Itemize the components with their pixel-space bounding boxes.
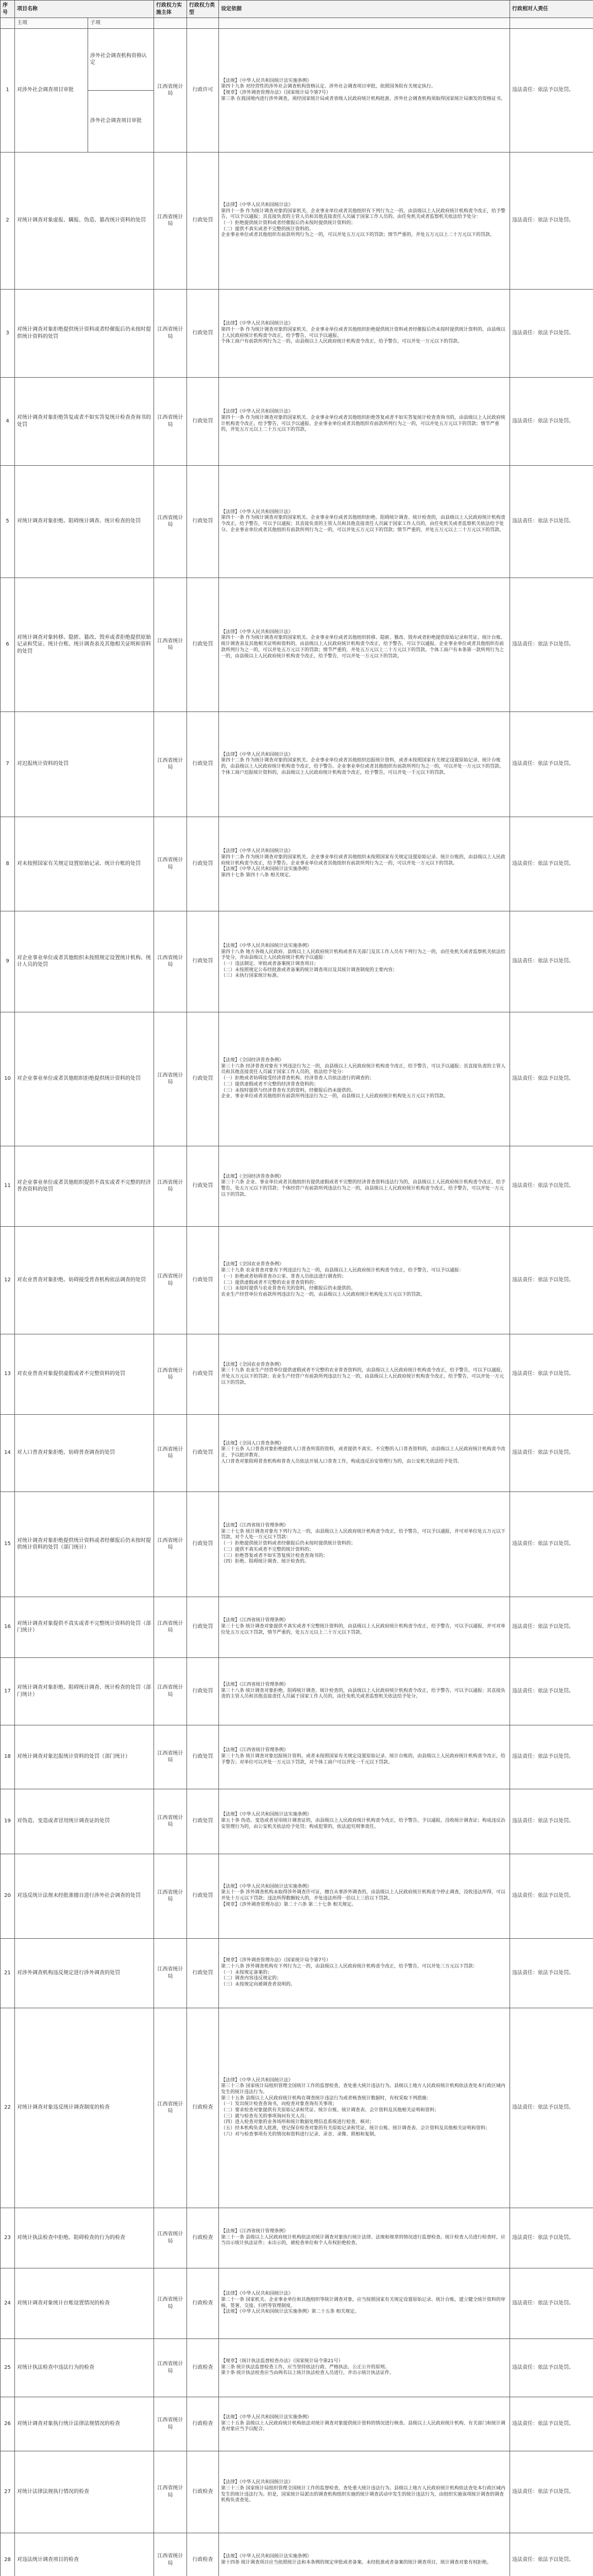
implementing-subject: 江西省统计局 <box>154 2533 187 2576</box>
table-row <box>1 152 593 289</box>
counterparty-responsibility: 违法责任：依法予以处罚。 <box>510 1012 593 1146</box>
table-row <box>1 1657 593 1725</box>
row-number: 9 <box>1 911 15 1012</box>
row-number: 6 <box>1 578 15 711</box>
power-category: 行政处罚 <box>187 465 219 578</box>
subheader-empty <box>219 18 510 29</box>
counterparty-responsibility: 违法责任：依法予以处罚。 <box>510 1938 593 2008</box>
item-name: 对未按照国家有关规定设置原始记录、统计台账的处罚 <box>15 817 154 911</box>
table-row <box>1 377 593 465</box>
item-name: 对统计执法检查中违法行为的检查 <box>15 2338 154 2397</box>
implementing-subject: 江西省统计局 <box>154 817 187 911</box>
implementing-subject: 江西省统计局 <box>154 1657 187 1725</box>
item-name: 对统计调查对象拒绝提供统计资料或者经催报后仍未按时提供统计资料的处罚 <box>15 289 154 377</box>
power-category: 行政处罚 <box>187 1725 219 1789</box>
legal-basis: 【法规】《中华人民共和国统计法实施条例》 第三十五条 县级以上人民政府统计机构依法对统计调查对象提供统计资料的情况进行核查。县级以上人民政府统计机构、有关部门和统计调查对象应当予以配合。 <box>219 2397 510 2451</box>
legal-basis: 【法规】《全国农业普查条例》 第三十九条 农业普查对象有下列违法行为之一的，由县级以上人民政府统计机构责令改正，给予警告，可以予以通报： （一）拒绝或者妨碍普查办公室、普查人员依法进行调查的； （二）提供虚假或者不完整的农业普查资料的； （三）未按时提供与农业普查有关的资料，经催报后仍未提供的。 农业生产经营单位有前款所列违法行为之一的，由县级以上人民政府统计机构处五万元以下的罚款。 <box>219 1226 510 1334</box>
implementing-subject: 江西省统计局 <box>154 2268 187 2338</box>
item-name: 对统计调查对象迟报统计资料的处罚（部门统计） <box>15 1725 154 1789</box>
counterparty-responsibility: 违法责任：依法予以处罚。 <box>510 28 593 152</box>
power-category: 行政处罚 <box>187 1789 219 1854</box>
power-category: 行政处罚 <box>187 1146 219 1226</box>
counterparty-responsibility: 违法责任：依法予以处罚。 <box>510 2208 593 2268</box>
table-row <box>1 289 593 377</box>
header-subject: 行政权力实施主体 <box>154 1 187 18</box>
table-row <box>1 2268 593 2338</box>
power-category: 行政处罚 <box>187 1226 219 1334</box>
implementing-subject: 江西省统计局 <box>154 578 187 711</box>
implementing-subject: 江西省统计局 <box>154 1146 187 1226</box>
legal-basis: 【法律】《中华人民共和国统计法》 第四十一条 作为统计调查对象的国家机关、企业事业单位或者其他组织转移、隐匿、篡改、毁弃或者拒绝提供原始记录和凭证、统计台账、统计调查表及其他相关证明和资料的，由县级以上人民政府统计机构责令改正，给予警告，可以予以通报。企业事业单位或者其他组织有前款所列行为之一的，可以并处五万元以下的罚款；情节严重的，并处五万元以上二十万元以下的罚款。个体工商户有本条第一款所列行为之一的，由县级以上人民政府统计机构责令改正，给予警告，可以并处一万元以下的罚款。 <box>219 578 510 711</box>
implementing-subject: 江西省统计局 <box>154 2008 187 2208</box>
row-number: 5 <box>1 465 15 578</box>
legal-basis: 【法规】《中华人民共和国统计法实施条例》 第五十条 伪造、变造或者冒用统计调查证的，由县级以上人民政府统计机构责令改正，给予警告，予以通报，没收统计调查证；构成违反治安管理行为的，由公安机关依法给予处罚；构成犯罪的，依法追究刑事责任。 <box>219 1789 510 1854</box>
counterparty-responsibility: 违法责任：依法予以处罚。 <box>510 465 593 578</box>
item-name: 对企业事业单位或者其他组织提供不真实或者不完整的经济普查资料的处罚 <box>15 1146 154 1226</box>
legal-basis: 【法律】《中华人民共和国统计法》 第四十一条 作为统计调查对象的国家机关、企业事业单位或者其他组织有下列行为之一的，由县级以上人民政府统计机构责令改正，给予警告，可以予以通报；其直接负责的主管人员和其他直接责任人员属于国家工作人员的，由任免机关或者监察机关依法给予处分： （一）拒绝提供统计资料或者经催报后仍未按时提供统计资料的； （二）提供不真实或者不完整的统计资料的。 企业事业单位或者其他组织有前款所列行为之一的，可以并处五万元以下的罚款；情节严重的，并处五万元以上二十万元以下的罚款。 <box>219 152 510 289</box>
row-number: 14 <box>1 1414 15 1492</box>
legal-basis: 【法规】《中华人民共和国统计法实施条例》 第五十一条 涉外调查机构未取得涉外调查许可证，擅自从事涉外调查的，由县级以上人民政府统计机构责令停止调查，没收违法所得，可以并处十万元以下罚款；违法所得数额较大的，并处违法所得一倍以上三倍以下罚款。 【规章】《涉外调查管理办法》第二十六条 第二十七条 相关规定。 <box>219 1854 510 1938</box>
legal-basis: 【法律】《中华人民共和国统计法》 第三十三条 国家统计局组织管理全国统计工作的监督检查，查处重大统计违法行为。县级以上地方人民政府统计机构依法查处本行政区域内发生的统计违法行为。 第三十五条 县级以上人民政府统计机构在调查统计违法行为或者核查统计数据时，有权采取下列措施： （一）发出统计检查查询书，向检查对象查询有关事项； （二）要求检查对象提供有关原始记录和凭证、统计台账、统计调查表、会计资料及其他相关证明和资料； （三）就与检查有关的事项询问有关人员； （四）进入检查对象的业务场所和统计数据处理信息系统进行检查、核对； （五）经本机构负责人批准，登记保存检查对象的有关原始记录和凭证、统计台账、统计调查表、会计资料及其他相关证明和资料； （六）对与检查事项有关的情况和资料进行记录、录音、录像、照相和复制。 <box>219 2008 510 2208</box>
item-name: 对统计调查对象拒绝、阻碍统计调查、统计检查的处罚 <box>15 465 154 578</box>
legal-basis: 【法规】《江西省统计管理条例》 第三十九条 统计调查对象迟报统计资料，或者未按照国家有关规定设置原始记录、统计台账的，由县级以上人民政府统计机构责令改正，给予警告；对单位可以并处一万元以下罚款，对个体工商户可以并处一千元以下罚款。 <box>219 1725 510 1789</box>
item-name: 对统计调查对象拒绝提供统计资料或者经催报后仍未按时提供统计资料的处罚（部门统计） <box>15 1492 154 1597</box>
table-row <box>1 578 593 711</box>
item-name: 对违反统计法规未经批准擅自进行涉外社会调查的处罚 <box>15 1854 154 1938</box>
counterparty-responsibility: 违法责任：依法予以处罚。 <box>510 711 593 817</box>
table-row <box>1 2451 593 2533</box>
power-category: 行政处罚 <box>187 1334 219 1414</box>
row-number: 27 <box>1 2451 15 2533</box>
item-name: 对统计调查对象违反统计调查制度的检查 <box>15 2008 154 2208</box>
implementing-subject: 江西省统计局 <box>154 1414 187 1492</box>
power-category: 行政处罚 <box>187 1012 219 1146</box>
implementing-subject: 江西省统计局 <box>154 28 187 152</box>
implementing-subject: 江西省统计局 <box>154 1789 187 1854</box>
row-number: 26 <box>1 2397 15 2451</box>
item-name: 对统计调查对象转移、隐匿、篡改、毁弃或者拒绝提供原始记录和凭证、统计台账、统计调查表及其他相关证明和资料的处罚 <box>15 578 154 711</box>
implementing-subject: 江西省统计局 <box>154 1226 187 1334</box>
legal-basis: 【法规】《江西省统计管理条例》 第三十七条 统计调查对象有下列行为之一的，由县级以上人民政府统计机构责令改正，给予警告，可以予以通报，并可对单位处五万元以下罚款，对个人处一万元以下罚款： （一）拒绝提供统计资料或者经催报后仍未按时提供统计资料的； （二）提供不真实或者不完整的统计资料的； （三）拒绝答复或者不如实答复统计检查查询书的； （四）拒绝、阻碍统计调查、统计检查的。 <box>219 1492 510 1597</box>
counterparty-responsibility: 违法责任：依法予以处罚。 <box>510 2451 593 2533</box>
table-row <box>1 2533 593 2576</box>
power-category: 行政处罚 <box>187 1414 219 1492</box>
item-name: 对统计执法检查中拒绝、阻碍检查的行为的检查 <box>15 2208 154 2268</box>
legal-basis: 【规章】《涉外调查管理办法》（国家统计局令第7号） 第二十八条 涉外调查机构有下列行为之一的，由县级以上人民政府统计机构责令改正，给予警告，可以并处三万元以下罚款： （一）未按规定备案的； （二）调查内容违反规定的； （三）未按规定向被调查者说明的。 <box>219 1938 510 2008</box>
power-category: 行政处罚 <box>187 911 219 1012</box>
item-name: 对农业普查对象提供虚假或者不完整资料的处罚 <box>15 1334 154 1414</box>
counterparty-responsibility: 违法责任：依法予以处罚。 <box>510 2008 593 2208</box>
implementing-subject: 江西省统计局 <box>154 1012 187 1146</box>
item-name: 对伪造、变造或者冒用统计调查证的处罚 <box>15 1789 154 1854</box>
legal-basis: 【法规】《全国经济普查条例》 第三十六条 企业、事业单位或者其他组织有提供虚假或者不完整的经济普查资料违法行为的，由县级以上人民政府统计机构责令改正，给予警告，处五万元以下的罚款；个体经营户有前款所列违法行为之一的，由县级以上人民政府统计机构责令改正，给予警告，可以并处一万元以下的罚款。 <box>219 1146 510 1226</box>
power-category: 行政处罚 <box>187 578 219 711</box>
row-number: 23 <box>1 2208 15 2268</box>
power-category: 行政处罚 <box>187 711 219 817</box>
item-name: 对统计调查对象统计台账设置情况的检查 <box>15 2268 154 2338</box>
counterparty-responsibility: 违法责任：依法予以处罚。 <box>510 1597 593 1657</box>
implementing-subject: 江西省统计局 <box>154 1334 187 1414</box>
counterparty-responsibility: 违法责任：依法予以处罚。 <box>510 1146 593 1226</box>
row-number: 20 <box>1 1854 15 1938</box>
item-name: 对企业事业单位或者其他组织拒绝提供统计资料的处罚 <box>15 1012 154 1146</box>
table-row <box>1 711 593 817</box>
counterparty-responsibility: 违法责任：依法予以处罚。 <box>510 2338 593 2397</box>
implementing-subject: 江西省统计局 <box>154 911 187 1012</box>
item-name: 对统计调查对象提供不真实或者不完整统计资料的处罚（部门统计） <box>15 1597 154 1657</box>
item-name: 对违法统计调查项目的检查 <box>15 2533 154 2576</box>
row-number: 24 <box>1 2268 15 2338</box>
table-row <box>1 1597 593 1657</box>
table-row <box>1 1492 593 1597</box>
power-category: 行政检查 <box>187 2533 219 2576</box>
power-category: 行政检查 <box>187 2008 219 2208</box>
legal-basis: 【法律】《中华人民共和国统计法》 第四十一条 作为统计调查对象的国家机关、企业事业单位或者其他组织拒绝答复或者不如实答复统计检查查询书的，由县级以上人民政府统计机构责令改正，给予警告，可以予以通报。企业事业单位或者其他组织有前款所列行为之一的，可以并处五万元以下的罚款；情节严重的，并处五万元以上二十万元以下的罚款。 <box>219 377 510 465</box>
row-number: 16 <box>1 1597 15 1657</box>
sub-item-name: 涉外社会调查机构资格认定 <box>88 28 154 90</box>
legal-basis: 【法规】《全国农业普查条例》 第三十九条 农业生产经营单位提供虚假或者不完整的农业普查资料的，由县级以上人民政府统计机构责令改正，给予警告，可以予以通报，并处五万元以下的罚款；农业生产经营户有前款所列违法行为之一的，由县级以上人民政府统计机构责令改正，给予警告，可以并处一万元以下的罚款。 <box>219 1334 510 1414</box>
implementing-subject: 江西省统计局 <box>154 1854 187 1938</box>
item-name: 对人口普查对象拒绝、妨碍普查调查的处罚 <box>15 1414 154 1492</box>
legal-basis: 【法规】《江西省统计管理条例》 第三十八条 统计调查对象拒绝、阻碍统计调查、统计检查的，由县级以上人民政府统计机构责令改正，给予警告，可以予以通报；其直接负责的主管人员和其他直接责任人员属于国家工作人员的，由任免机关或者监察机关依法给予处分。 <box>219 1657 510 1725</box>
legal-basis: 【法规】《中华人民共和国统计法实施条例》 第四十九条 对经营性的涉外社会调查机构资格认定、涉外社会调查项目审批，依照国务院有关规定执行。 【规章】《涉外调查管理办法》（国家统计局令第7号） 第三条 在我国境内进行涉外调查，须经国家统计局或者省级人民政府统计机构批准。涉外社会调查机构须取得国家统计局颁发的资格证书。 <box>219 28 510 152</box>
table-row <box>1 2208 593 2268</box>
item-name: 对涉外调查机构违反规定进行涉外调查的处罚 <box>15 1938 154 2008</box>
row-number: 25 <box>1 2338 15 2397</box>
implementing-subject: 江西省统计局 <box>154 2208 187 2268</box>
implementing-subject: 江西省统计局 <box>154 711 187 817</box>
legal-basis: 【法规】《江西省统计管理条例》 第三十一条 县级以上人民政府统计机构依法对统计调查对象执行统计法律、法规和规章的情况进行监督检查。统计检查人员进行检查时，应当出示统计执法证件；未出示的，被检查单位和个人有权拒绝检查。 <box>219 2208 510 2268</box>
counterparty-responsibility: 违法责任：依法予以处罚。 <box>510 1657 593 1725</box>
subheader-sub: 子项 <box>88 18 154 29</box>
row-number: 1 <box>1 28 15 152</box>
counterparty-responsibility: 违法责任：依法予以处罚。 <box>510 911 593 1012</box>
header-basis: 设定依据 <box>219 1 510 18</box>
legal-basis: 【规章】《统计执法监督检查办法》（国家统计局令第21号） 第三条 统计执法监督检查工作，应当坚持依法行政、严格执法、公正公开的原则。 第十条 统计执法检查应当由两名以上统计执法检查人员进行，并出示统计执法证件。 <box>219 2338 510 2397</box>
counterparty-responsibility: 违法责任：依法予以处罚。 <box>510 152 593 289</box>
row-number: 10 <box>1 1012 15 1146</box>
row-number: 8 <box>1 817 15 911</box>
subheader-empty <box>510 18 593 29</box>
implementing-subject: 江西省统计局 <box>154 377 187 465</box>
table-row <box>1 1725 593 1789</box>
table-row <box>1 1334 593 1414</box>
row-number: 4 <box>1 377 15 465</box>
power-category: 行政处罚 <box>187 289 219 377</box>
counterparty-responsibility: 违法责任：依法予以处罚。 <box>510 1492 593 1597</box>
legal-basis: 【法律】《中华人民共和国统计法》 第四十一条 作为统计调查对象的国家机关、企业事业单位或者其他组织拒绝提供统计资料或者经催报后仍未按时提供统计资料的，由县级以上人民政府统计机构责令改正，给予警告，可以予以通报。 个体工商户有前款所列行为之一的，由县级以上人民政府统计机构责令改正，给予警告，可以并处一万元以下的罚款。 <box>219 289 510 377</box>
implementing-subject: 江西省统计局 <box>154 289 187 377</box>
item-name: 对统计调查对象执行统计法律法规情况的检查 <box>15 2397 154 2451</box>
power-category: 行政检查 <box>187 2397 219 2451</box>
power-category: 行政检查 <box>187 2268 219 2338</box>
legal-basis: 【法律】《中华人民共和国统计法》 第四十一条 作为统计调查对象的国家机关、企业事业单位或者其他组织拒绝、阻碍统计调查、统计检查的，由县级以上人民政府统计机构责令改正，给予警告，可以予以通报；其直接负责的主管人员和其他直接责任人员属于国家工作人员的，由任免机关或者监察机关依法给予处分。企业事业单位或者其他组织有前款所列行为之一的，可以并处五万元以下的罚款；情节严重的，并处五万元以上二十万元以下的罚款。 <box>219 465 510 578</box>
counterparty-responsibility: 违法责任：依法予以处罚。 <box>510 1725 593 1789</box>
table-row <box>1 1854 593 1938</box>
counterparty-responsibility: 违法责任：依法予以处罚。 <box>510 1414 593 1492</box>
table-row <box>1 2008 593 2208</box>
legal-basis: 【法律】《中华人民共和国统计法》 第四十二条 作为统计调查对象的国家机关、企业事业单位或者其他组织迟报统计资料，或者未按照国家有关规定设置原始记录、统计台账的，由县级以上人民政府统计机构责令改正，给予警告。企业事业单位或者其他组织有前款所列行为之一的，可以并处一万元以下的罚款。个体工商户迟报统计资料的，由县级以上人民政府统计机构责令改正，给予警告，可以并处一千元以下的罚款。 <box>219 711 510 817</box>
legal-basis: 【法律】《中华人民共和国统计法》 第二十一条 国家机关、企业事业单位和其他组织等统计调查对象，应当按照国家有关规定设置原始记录、统计台账，建立健全统计资料的审核、签署、交接、归档等管理制度。 【法规】《中华人民共和国统计法实施条例》第二十五条 相关规定。 <box>219 2268 510 2338</box>
counterparty-responsibility: 违法责任：依法予以处罚。 <box>510 2533 593 2576</box>
power-category: 行政处罚 <box>187 377 219 465</box>
power-category: 行政处罚 <box>187 1597 219 1657</box>
counterparty-responsibility: 违法责任：依法予以处罚。 <box>510 1226 593 1334</box>
header-category: 行政权力类型 <box>187 1 219 18</box>
table-body <box>1 28 593 2576</box>
header-item: 项目名称 <box>15 1 154 18</box>
legal-basis: 【法律】《中华人民共和国统计法》 第三十三条 国家统计局组织管理全国统计工作的监督检查，查处重大统计违法行为。县级以上地方人民政府统计机构依法查处本行政区域内发生的统计违法行为。但是，国家统计局派出的调查机构组织实施的统计调查活动中发生的统计违法行为，由组织实施该项统计调查的调查机构负责查处。 <box>219 2451 510 2533</box>
row-number: 11 <box>1 1146 15 1226</box>
row-number: 13 <box>1 1334 15 1414</box>
row-number: 7 <box>1 711 15 817</box>
implementing-subject: 江西省统计局 <box>154 1938 187 2008</box>
header-responsibility: 行政相对人责任 <box>510 1 593 18</box>
power-category: 行政许可 <box>187 28 219 152</box>
table-row <box>1 1414 593 1492</box>
table-row <box>1 1789 593 1854</box>
counterparty-responsibility: 违法责任：依法予以处罚。 <box>510 2397 593 2451</box>
item-name: 对企业事业单位或者其他组织未按照规定设置统计机构、统计人员的处罚 <box>15 911 154 1012</box>
item-name: 对迟报统计资料的处罚 <box>15 711 154 817</box>
row-number: 17 <box>1 1657 15 1725</box>
header-no: 序号 <box>1 1 15 18</box>
implementing-subject: 江西省统计局 <box>154 1492 187 1597</box>
implementing-subject: 江西省统计局 <box>154 2338 187 2397</box>
table-row <box>1 1938 593 2008</box>
power-category: 行政检查 <box>187 2451 219 2533</box>
table-header-row <box>1 1 593 18</box>
power-category: 行政检查 <box>187 2208 219 2268</box>
item-name: 对农业普查对象拒绝、妨碍接受普查机构依法调查的处罚 <box>15 1226 154 1334</box>
row-number: 15 <box>1 1492 15 1597</box>
row-number: 22 <box>1 2008 15 2208</box>
implementing-subject: 江西省统计局 <box>154 1725 187 1789</box>
power-category: 行政处罚 <box>187 152 219 289</box>
table-row <box>1 2338 593 2397</box>
implementing-subject: 江西省统计局 <box>154 2397 187 2451</box>
sub-item-name: 涉外社会调查项目审批 <box>88 90 154 152</box>
implementing-subject: 江西省统计局 <box>154 1597 187 1657</box>
legal-basis: 【法规】《全国经济普查条例》 第三十六条 经济普查对象有下列违法行为之一的，由县级以上人民政府统计机构责令改正，给予警告，可以予以通报；其直接负责的主管人员和其他直接责任人员属于国家工作人员的，依法给予处分： （一）拒绝或者妨碍接受经济普查机构、经济普查人员依法进行的调查的； （二）提供虚假或者不完整的经济普查资料的； （三）未按时提供与经济普查有关的资料，经催报后仍未提供的。 企业、事业单位或者其他组织有前款所列违法行为之一的，由县级以上人民政府统计机构处五万元以下的罚款。 <box>219 1012 510 1146</box>
legal-basis: 【法律】《中华人民共和国统计法》 第四十二条 作为统计调查对象的国家机关、企业事业单位或者其他组织未按照国家有关规定设置原始记录、统计台账的，由县级以上人民政府统计机构责令改正，给予警告。企业事业单位或者其他组织有前款所列行为之一的，可以并处一万元以下的罚款。 【法规】《中华人民共和国统计法实施条例》 第四十七条 第四十八条 相关规定。 <box>219 817 510 911</box>
legal-basis: 【法规】《中华人民共和国统计法实施条例》 第四十八条 地方各级人民政府、县级以上人民政府统计机构或者有关部门及其工作人员有下列行为之一的，由任免机关或者监察机关依法给予处分，并由县级以上人民政府统计机构予以通报： （一）违法制定、审批或者备案统计调查项目； （二）未按照规定公布经批准或者备案的统计调查项目及其统计调查制度的主要内容； （三）未执行国家统计标准。 <box>219 911 510 1012</box>
table-row <box>1 911 593 1012</box>
counterparty-responsibility: 违法责任：依法予以处罚。 <box>510 1789 593 1854</box>
power-category: 行政处罚 <box>187 1854 219 1938</box>
table-row <box>1 1012 593 1146</box>
item-name: 对涉外社会调查项目审批 <box>15 28 88 152</box>
item-name: 对统计调查对象拒绝答复或者不如实答复统计检查查询书的处罚 <box>15 377 154 465</box>
legal-basis: 【法规】《全国人口普查条例》 第三十五条 人口普查对象拒绝提供人口普查所需的资料，或者提供不真实、不完整的人口普查资料的，由县级以上人民政府统计机构责令改正，予以批评教育。 人口普查对象阻碍普查机构和普查人员依法开展人口普查工作，构成违反治安管理行为的，由公安机关依法给予处罚。 <box>219 1414 510 1492</box>
subheader-empty <box>1 18 15 29</box>
table-row <box>1 1146 593 1226</box>
legal-basis: 【法规】《中华人民共和国统计法实施条例》 第十四条 统计调查项目应当依照统计法和本条例的规定审批或者备案。未经批准或者备案的统计调查项目，统计调查对象有权拒绝。 <box>219 2533 510 2576</box>
power-category: 行政处罚 <box>187 817 219 911</box>
power-category: 行政检查 <box>187 2338 219 2397</box>
counterparty-responsibility: 违法责任：依法予以处罚。 <box>510 289 593 377</box>
row-number: 21 <box>1 1938 15 2008</box>
power-category: 行政处罚 <box>187 1938 219 2008</box>
table-row <box>1 28 593 90</box>
subheader-empty <box>187 18 219 29</box>
row-number: 28 <box>1 2533 15 2576</box>
table-row <box>1 817 593 911</box>
subheader-main: 主项 <box>15 18 88 29</box>
row-number: 19 <box>1 1789 15 1854</box>
counterparty-responsibility: 违法责任：依法予以处罚。 <box>510 578 593 711</box>
counterparty-responsibility: 违法责任：依法予以处罚。 <box>510 2268 593 2338</box>
power-category: 行政处罚 <box>187 1492 219 1597</box>
counterparty-responsibility: 违法责任：依法予以处罚。 <box>510 1854 593 1938</box>
implementing-subject: 江西省统计局 <box>154 152 187 289</box>
subheader-empty <box>154 18 187 29</box>
item-name: 对统计法律法规执行情况的检查 <box>15 2451 154 2533</box>
row-number: 2 <box>1 152 15 289</box>
table-row <box>1 465 593 578</box>
table-subheader-row <box>1 18 593 29</box>
table-row <box>1 2397 593 2451</box>
counterparty-responsibility: 违法责任：依法予以处罚。 <box>510 1334 593 1414</box>
counterparty-responsibility: 违法责任：依法予以处罚。 <box>510 817 593 911</box>
implementing-subject: 江西省统计局 <box>154 2451 187 2533</box>
power-category: 行政处罚 <box>187 1657 219 1725</box>
counterparty-responsibility: 违法责任：依法予以处罚。 <box>510 377 593 465</box>
row-number: 3 <box>1 289 15 377</box>
item-name: 对统计调查对象虚报、瞒报、伪造、篡改统计资料的处罚 <box>15 152 154 289</box>
implementing-subject: 江西省统计局 <box>154 465 187 578</box>
table-row <box>1 1226 593 1334</box>
legal-basis: 【法规】《江西省统计管理条例》 第三十七条 统计调查对象提供不真实或者不完整统计资料的，由县级以上人民政府统计机构责令改正，给予警告，可以予以通报，并可对单位处五万元以下罚款，情节严重的，处五万元以上二十万元以下罚款。 <box>219 1597 510 1657</box>
row-number: 18 <box>1 1725 15 1789</box>
item-name: 对统计调查对象拒绝、阻碍统计调查、统计检查的处罚（部门统计） <box>15 1657 154 1725</box>
row-number: 12 <box>1 1226 15 1334</box>
